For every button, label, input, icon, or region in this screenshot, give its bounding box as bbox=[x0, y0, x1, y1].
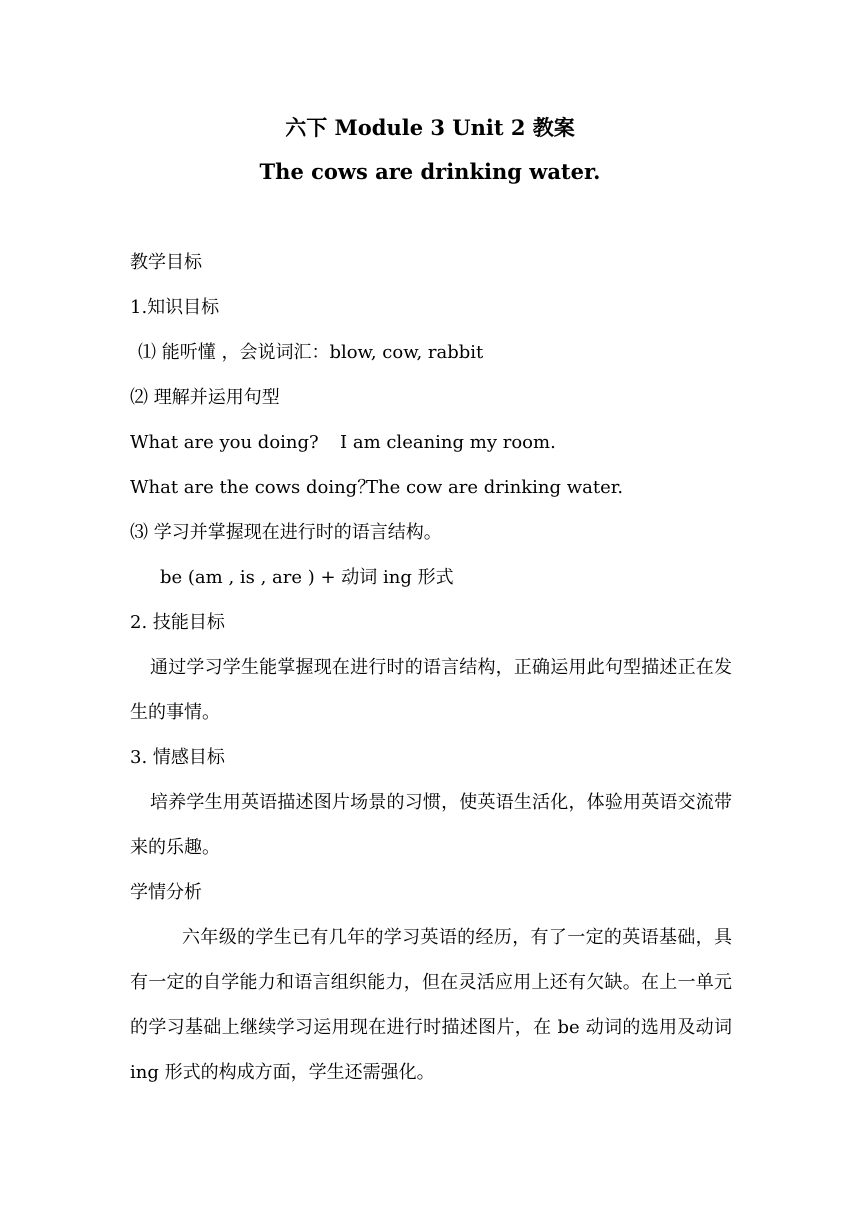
section-heading-goals: 教学目标 bbox=[130, 252, 202, 273]
document-title: 六下 Module 3 Unit 2 教案 bbox=[285, 115, 575, 140]
document-subtitle: The cows are drinking water. bbox=[259, 159, 601, 184]
skill-goals-heading: 2. 技能目标 bbox=[130, 612, 225, 633]
knowledge-item-1: ⑴ 能听懂 ，会说词汇：blow, cow, rabbit bbox=[138, 342, 484, 363]
emotion-goals-heading: 3. 情感目标 bbox=[130, 747, 225, 768]
skill-goals-text: 通过学习学生能掌握现在进行时的语言结构，正确运用此句型描述正在发生的事情。 bbox=[130, 657, 732, 723]
knowledge-item-2: ⑵ 理解并运用句型 bbox=[130, 387, 280, 408]
emotion-goals-text: 培养学生用英语描述图片场景的习惯，使英语生活化，体验用英语交流带来的乐趣。 bbox=[130, 792, 732, 858]
example-answer-2: The cow are drinking water. bbox=[366, 477, 624, 498]
grammar-formula: be (am , is , are ) + 动词 ing 形式 bbox=[160, 567, 454, 588]
example-answer-1: I am cleaning my room. bbox=[340, 432, 556, 453]
example-question-2: What are the cows doing？ bbox=[130, 477, 376, 498]
analysis-text: 六年级的学生已有几年的学习英语的经历，有了一定的英语基础，具有一定的自学能力和语言组织能力，但在灵活应用上还有欠缺。在上一单元的学习基础上继续学习运用现在进行时描述图片，在 be 动词的选用及动词 ing 形式的构成方面，学生还需强化。 bbox=[130, 927, 732, 1083]
knowledge-item-3: ⑶ 学习并掌握现在进行时的语言结构。 bbox=[130, 522, 442, 543]
knowledge-goals-heading: 1.知识目标 bbox=[130, 297, 220, 318]
analysis-heading: 学情分析 bbox=[130, 882, 202, 903]
example-question-1: What are you doing? bbox=[130, 432, 319, 453]
